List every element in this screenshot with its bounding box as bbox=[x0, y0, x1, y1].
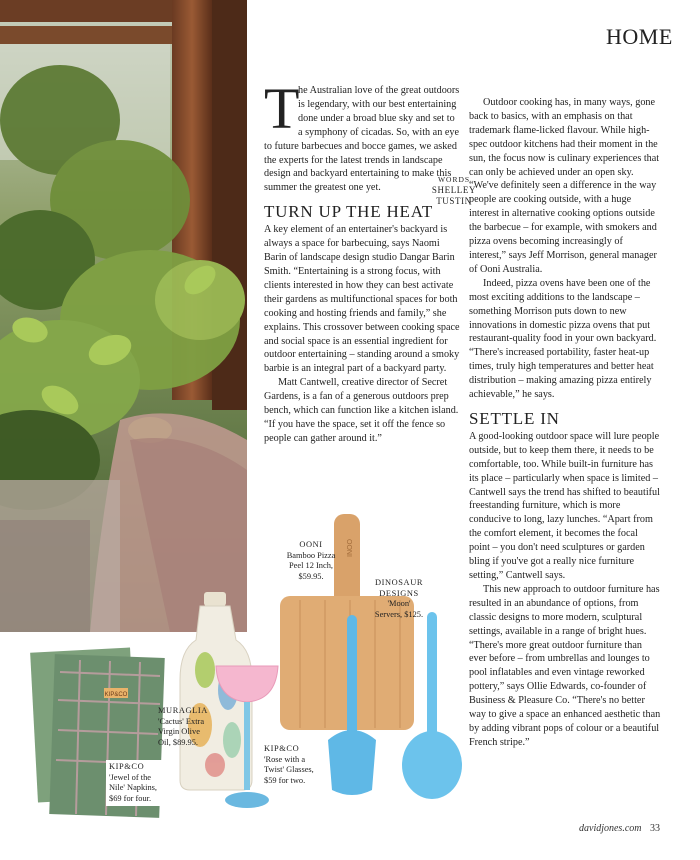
page-number: 33 bbox=[650, 823, 660, 834]
byline-author-first: SHELLEY bbox=[431, 185, 477, 195]
section-heading-settle: SETTLE IN bbox=[469, 408, 560, 428]
caption-price: $59.95. bbox=[298, 571, 324, 581]
caption-line: 'Moon' bbox=[387, 599, 411, 609]
peel-brand-text: OONI bbox=[345, 539, 352, 557]
body-paragraph: A key element of an entertainer's backyard is always a space for barbecuing, says Naomi Barin of landscape design studio Dangar Barin Smith. “Entertaining is a strong focus, with clients interested in how they can best activate their gardens as multifunctional spaces for both cooking and hosting friends and family,” she explains. This crossover between cooking space and social space is an essential ingredient for outdoor entertaining – standing around a smoky barbie is an integral part of a backyard party. bbox=[264, 224, 460, 375]
caption-price: $69 for four. bbox=[109, 793, 152, 803]
section-heading-heat: TURN UP THE HEAT bbox=[264, 202, 434, 222]
caption-brand: MURAGLIA bbox=[158, 706, 208, 715]
body-paragraph: Indeed, pizza ovens have been one of the most exciting additions to the landscape – something Morrison puts down to new innovations in domestic pizza ovens that put restaurant-quality food in your own backyard. “There's increased portability, faster heat-up times, truly high temperatures and better heat distribution – making amazing pizza entirely achievable,” he says. bbox=[469, 277, 657, 401]
body-paragraph: A good-looking outdoor space will lure people outside, but to keep them there, it needs to be comfortable, too. While built-in furniture has its place – particularly when space is limited – Cantwell says the trend has shifted to beautiful freestanding furniture, which is more conducive to long, lazy lunches. “Apart from the comfort element, it becomes the focal point – you don't need sculptures or garden bling if you've got a really nice furniture setting,” Cantwell says. bbox=[469, 430, 660, 581]
caption-price: $59 for two. bbox=[264, 775, 306, 785]
caption-kipco-napkins bbox=[106, 760, 164, 806]
caption-line: Twist' Glasses, bbox=[264, 765, 314, 775]
napkin-tag-text: KIP&CO bbox=[104, 692, 128, 698]
caption-muraglia bbox=[158, 706, 220, 748]
caption-ooni bbox=[276, 540, 346, 582]
caption-brand: KIP&CO bbox=[264, 744, 300, 753]
body-paragraph: Outdoor cooking has, in many ways, gone back to basics, with an emphasis on that trademark flame-licked flavour. While high-spec outdoor kitchens had their moment in the sun, the focus now is culinary experiences that can only be achieved under an open sky. “We've definitely seen a difference in the way people are cooking outside, with a huge interest in alternative cooking options outside the barbecue – for example, with smokers and pizza ovens becoming increasingly of interest,” says Jeff Morrison, general manager of Ooni Australia. bbox=[469, 97, 660, 275]
section-label: HOME bbox=[606, 24, 673, 49]
caption-line: 'Rose with a bbox=[264, 754, 306, 764]
caption-line: 'Jewel of the bbox=[109, 772, 151, 782]
caption-price: Servers, $125. bbox=[374, 609, 424, 619]
caption-brand: DINOSAUR bbox=[374, 578, 424, 587]
caption-kipco-glasses bbox=[264, 744, 334, 786]
caption-price: Oil, $89.95. bbox=[158, 737, 199, 747]
caption-line: 'Cactus' Extra bbox=[158, 716, 205, 726]
caption-brand: KIP&CO bbox=[109, 762, 145, 771]
caption-line: Nile' Napkins, bbox=[109, 783, 158, 793]
footer-site: davidjones.com bbox=[579, 823, 642, 834]
body-paragraph: This new approach to outdoor furniture has resulted in an abundance of options, from classic designs to more modern, sculptural settings, available in a range of bright hues. “There's more great outdoor furniture than ever before – from umbrellas and lounges to pool inflatables and even vintage reworked pottery,” says Ollie Edwards, co-founder of Business & Pleasure Co. “There's no better way to give a space an enhanced aesthetic than by adding vibrant pops of colour or a beautiful French stripe.” bbox=[469, 583, 661, 748]
intro-text: he Australian love of the great outdoors is legendary, with our best entertaining done under a broad blue sky and set to a symphony of cicadas. So, with an eye to future barbecues and bocce games, we asked the experts for the latest trends in landscape design and backyard entertaining to make this summer the greatest one yet. bbox=[264, 85, 460, 194]
caption-brand: DESIGNS bbox=[379, 588, 419, 598]
caption-line: Peel 12 Inch, bbox=[289, 561, 333, 571]
byline-prefix: WORDS bbox=[437, 175, 471, 184]
drop-cap: T bbox=[264, 76, 300, 141]
caption-line: Virgin Olive bbox=[158, 727, 200, 737]
caption-dinosaur-designs bbox=[364, 578, 434, 620]
body-paragraph: Matt Cantwell, creative director of Secret Gardens, is a fan of a generous outdoors prep bench, which can function like a kitchen island. “If you have the space, set it off the fence so people can gather around it.” bbox=[264, 377, 459, 444]
page-footer bbox=[579, 823, 660, 834]
caption-brand: OONI bbox=[299, 540, 323, 549]
caption-line: Bamboo Pizza bbox=[286, 550, 336, 560]
byline-author-last: TUSTIN bbox=[436, 196, 472, 206]
